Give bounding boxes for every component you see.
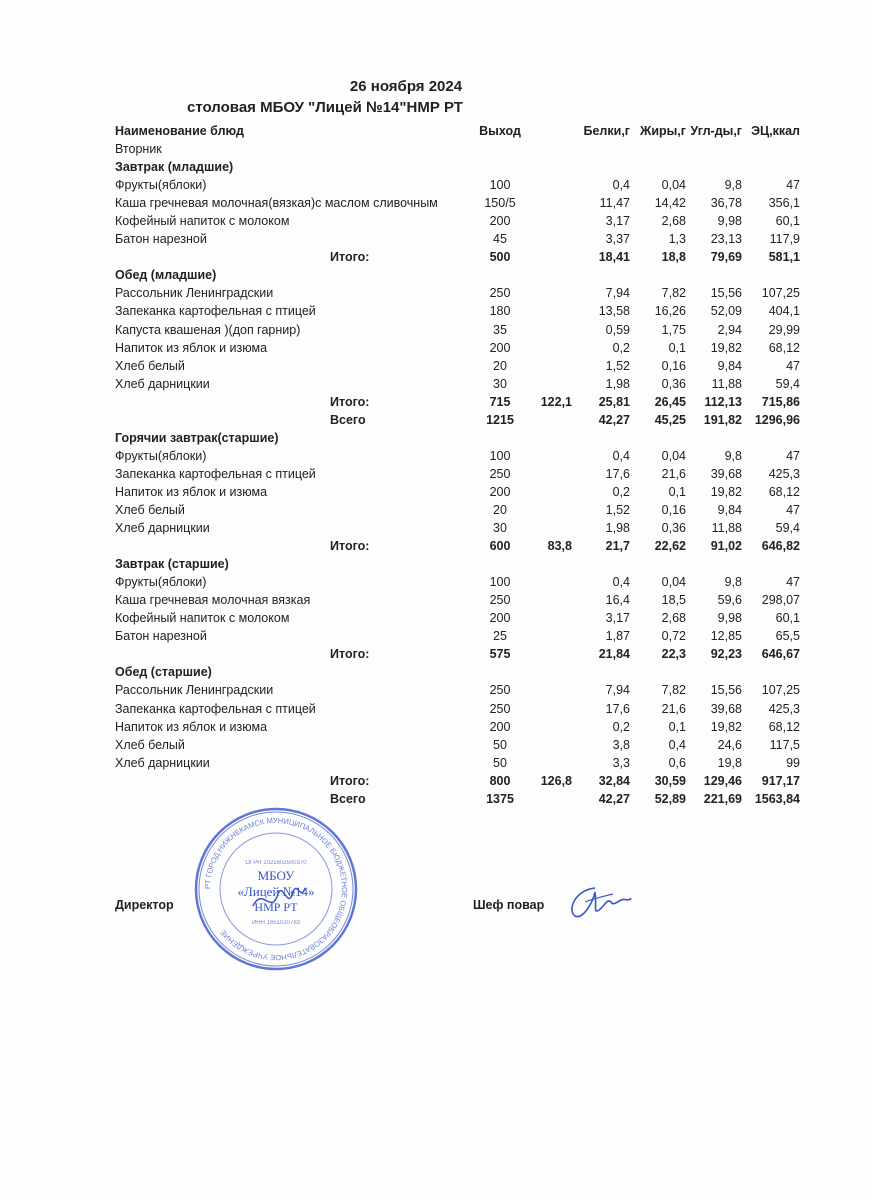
- table-row: [0, 447, 872, 465]
- energy-value: 47: [786, 575, 800, 590]
- output-value: 30: [493, 376, 507, 391]
- output-value: 200: [489, 611, 511, 626]
- output-value: 100: [489, 448, 511, 463]
- fat-value: 0,1: [668, 719, 686, 734]
- output-value: 250: [489, 286, 511, 301]
- fat-value: 2,68: [661, 214, 686, 229]
- protein-value: 1,98: [605, 521, 630, 536]
- output-value: 50: [493, 755, 507, 770]
- energy-value: 68,12: [768, 719, 800, 734]
- carbs-value: 9,98: [717, 214, 742, 229]
- section-header: [0, 555, 872, 573]
- energy-value: 1563,84: [754, 791, 800, 806]
- fat-value: 21,6: [661, 701, 686, 716]
- table-row: [0, 627, 872, 645]
- column-header-fat: Жиры,г: [640, 124, 686, 138]
- output-value: 100: [489, 178, 511, 193]
- energy-value: 646,82: [761, 539, 800, 554]
- total-row: [0, 411, 872, 429]
- table-row: [0, 284, 872, 302]
- energy-value: 581,1: [768, 250, 800, 265]
- carbs-value: 19,8: [717, 755, 742, 770]
- table-row: [0, 519, 872, 537]
- energy-value: 99: [786, 755, 800, 770]
- protein-value: 1,52: [605, 502, 630, 517]
- total-row: [0, 790, 872, 808]
- carbs-value: 15,56: [710, 286, 742, 301]
- stamp-line2: «Лицей №14»: [237, 884, 315, 899]
- energy-value: 65,5: [775, 629, 800, 644]
- dish-name: Хлеб белый: [115, 502, 185, 517]
- stamp-inn: ИНН 1651010783: [251, 920, 301, 926]
- output-value: 20: [493, 502, 507, 517]
- fat-value: 18,8: [661, 250, 686, 265]
- energy-value: 117,5: [769, 737, 800, 752]
- total-label: Итого:: [330, 773, 370, 788]
- total-row: [0, 537, 872, 555]
- fat-value: 0,1: [668, 340, 686, 355]
- protein-value: 0,2: [612, 484, 630, 499]
- energy-value: 1296,96: [754, 412, 800, 427]
- fat-value: 30,59: [654, 773, 686, 788]
- protein-value: 18,41: [598, 250, 630, 265]
- fat-value: 26,45: [654, 394, 686, 409]
- carbs-value: 9,98: [717, 611, 742, 626]
- output-value: 25: [493, 629, 507, 644]
- dish-name: Кофейный напиток с молоком: [115, 214, 290, 229]
- fat-value: 1,75: [661, 322, 686, 337]
- energy-value: 646,67: [761, 647, 800, 662]
- table-row: [0, 465, 872, 483]
- carbs-value: 191,82: [703, 412, 742, 427]
- fat-value: 2,68: [661, 611, 686, 626]
- table-row: [0, 681, 872, 699]
- carbs-value: 221,69: [703, 791, 742, 806]
- carbs-value: 9,84: [717, 502, 742, 517]
- protein-value: 0,2: [612, 719, 630, 734]
- carbs-value: 11,88: [711, 521, 742, 536]
- protein-value: 17,6: [605, 466, 630, 481]
- protein-value: 1,52: [605, 358, 630, 373]
- protein-value: 1,98: [605, 376, 630, 391]
- dish-name: Хлеб дарницкии: [115, 376, 210, 391]
- carbs-value: 79,69: [710, 250, 742, 265]
- carbs-value: 112,13: [704, 394, 742, 409]
- protein-value: 1,87: [605, 629, 630, 644]
- energy-value: 59,4: [775, 521, 800, 536]
- dish-name: Хлеб дарницкии: [115, 755, 210, 770]
- section-header: [0, 663, 872, 681]
- menu-table: [0, 122, 872, 808]
- fat-value: 52,89: [654, 791, 686, 806]
- protein-value: 7,94: [605, 286, 630, 301]
- fat-value: 7,82: [661, 286, 686, 301]
- energy-value: 117,9: [769, 232, 800, 247]
- section-header: [0, 429, 872, 447]
- dish-name: Напиток из яблок и изюма: [115, 719, 268, 734]
- energy-value: 425,3: [768, 701, 800, 716]
- dish-name: Запеканка картофельная с птицей: [115, 304, 316, 319]
- energy-value: 47: [786, 358, 800, 373]
- fat-value: 0,04: [661, 448, 686, 463]
- table-row: [0, 339, 872, 357]
- protein-value: 42,27: [598, 412, 630, 427]
- fat-value: 45,25: [654, 412, 686, 427]
- fat-value: 0,16: [661, 502, 686, 517]
- carbs-value: 9,8: [724, 575, 742, 590]
- output-value: 35: [493, 322, 507, 337]
- dish-name: Фрукты(яблоки): [115, 178, 207, 193]
- output-value: 1215: [486, 412, 514, 427]
- fat-value: 0,6: [668, 755, 686, 770]
- total-label: Всего: [330, 412, 366, 427]
- output-value: 200: [489, 719, 511, 734]
- energy-value: 60,1: [775, 214, 800, 229]
- fat-value: 18,5: [661, 593, 686, 608]
- column-header-carbs: Угл-ды,г: [690, 124, 742, 138]
- table-row: [0, 700, 872, 718]
- dish-name: Каша гречневая молочная(вязкая)с маслом сливочным: [115, 196, 438, 211]
- carbs-value: 36,78: [710, 196, 742, 211]
- carbs-value: 39,68: [710, 466, 742, 481]
- total-label: Итого:: [330, 647, 370, 662]
- energy-value: 47: [786, 502, 800, 517]
- table-row: [0, 718, 872, 736]
- output-value: 1375: [486, 791, 514, 806]
- protein-value: 3,17: [605, 214, 630, 229]
- protein-value: 21,84: [598, 647, 630, 662]
- section-header: [0, 266, 872, 284]
- dish-name: Напиток из яблок и изюма: [115, 484, 268, 499]
- protein-value: 25,81: [598, 394, 630, 409]
- carbs-value: 2,94: [717, 322, 742, 337]
- energy-value: 107,25: [761, 683, 800, 698]
- fat-value: 7,82: [661, 683, 686, 698]
- table-row: [0, 176, 872, 194]
- total-row: [0, 645, 872, 663]
- energy-value: 60,1: [775, 611, 800, 626]
- dish-name: Горячии завтрак(старшие): [115, 430, 279, 445]
- energy-value: 298,07: [761, 593, 800, 608]
- output-value: 600: [489, 539, 511, 554]
- output-value: 100: [489, 575, 511, 590]
- dish-name: Хлеб белый: [115, 737, 185, 752]
- extra-value: 122,1: [540, 394, 572, 409]
- fat-value: 21,6: [661, 466, 686, 481]
- total-row: [0, 248, 872, 266]
- carbs-value: 23,13: [710, 232, 742, 247]
- output-value: 200: [489, 484, 511, 499]
- carbs-value: 9,8: [724, 448, 742, 463]
- energy-value: 107,25: [761, 286, 800, 301]
- output-value: 250: [489, 683, 511, 698]
- protein-value: 13,58: [598, 304, 630, 319]
- carbs-value: 24,6: [717, 737, 742, 752]
- table-row: [0, 501, 872, 519]
- protein-value: 0,4: [612, 575, 630, 590]
- protein-value: 16,4: [605, 593, 630, 608]
- protein-value: 3,17: [605, 611, 630, 626]
- extra-value: 83,8: [547, 539, 572, 554]
- stamp-ring-text: РТ ГОРОД НИЖНЕКАМСК МУНИЦИПАЛЬНОЕ БЮДЖЕТНОЕ ОБЩЕОБРАЗОВАТЕЛЬНОЕ УЧРЕЖДЕНИЕ: [202, 815, 350, 963]
- output-value: 250: [489, 593, 511, 608]
- dish-name: Батон нарезной: [115, 629, 207, 644]
- chef-signature: [565, 880, 635, 925]
- output-value: 575: [489, 647, 511, 662]
- protein-value: 0,59: [605, 322, 630, 337]
- dish-name: Каша гречневая молочная вязкая: [115, 593, 311, 608]
- energy-value: 68,12: [768, 484, 800, 499]
- protein-value: 32,84: [598, 773, 630, 788]
- dish-name: Фрукты(яблоки): [115, 448, 207, 463]
- fat-value: 16,26: [654, 304, 686, 319]
- dish-name: Запеканка картофельная с птицей: [115, 701, 316, 716]
- fat-value: 0,72: [661, 629, 686, 644]
- energy-value: 404,1: [768, 304, 800, 319]
- energy-value: 59,4: [775, 376, 800, 391]
- carbs-value: 11,88: [711, 376, 742, 391]
- dish-name: Обед (старшие): [115, 665, 212, 680]
- output-value: 20: [493, 358, 507, 373]
- total-row: [0, 393, 872, 411]
- total-label: Итого:: [330, 539, 370, 554]
- output-value: 180: [489, 304, 511, 319]
- carbs-value: 92,23: [710, 647, 742, 662]
- dish-name: Напиток из яблок и изюма: [115, 340, 268, 355]
- extra-value: 126,8: [540, 773, 572, 788]
- fat-value: 0,36: [661, 521, 686, 536]
- table-row: [0, 194, 872, 212]
- table-row: [0, 302, 872, 320]
- carbs-value: 9,8: [724, 178, 742, 193]
- total-label: Итого:: [330, 250, 370, 265]
- chef-label: Шеф повар: [473, 898, 545, 912]
- output-value: 200: [489, 340, 511, 355]
- output-value: 30: [493, 521, 507, 536]
- carbs-value: 12,85: [710, 629, 742, 644]
- carbs-value: 19,82: [710, 484, 742, 499]
- dish-name: Кофейный напиток с молоком: [115, 611, 290, 626]
- dish-name: Запеканка картофельная с птицей: [115, 466, 316, 481]
- dish-name: Хлеб белый: [115, 358, 185, 373]
- day-row: [0, 140, 872, 158]
- protein-value: 7,94: [605, 683, 630, 698]
- carbs-value: 9,84: [717, 358, 742, 373]
- output-value: 45: [493, 232, 507, 247]
- output-value: 150/5: [484, 196, 516, 211]
- protein-value: 21,7: [605, 539, 630, 554]
- carbs-value: 91,02: [710, 539, 742, 554]
- total-label: Итого:: [330, 394, 370, 409]
- energy-value: 47: [786, 178, 800, 193]
- total-row: [0, 772, 872, 790]
- energy-value: 68,12: [768, 340, 800, 355]
- table-row: [0, 483, 872, 501]
- stamp-line3: НМР РТ: [254, 900, 298, 914]
- dish-name: Батон нарезной: [115, 232, 207, 247]
- dish-name: Обед (младшие): [115, 268, 217, 283]
- total-label: Всего: [330, 791, 366, 806]
- director-label: Директор: [115, 898, 174, 912]
- section-header: [0, 158, 872, 176]
- fat-value: 0,4: [668, 737, 686, 752]
- protein-value: 0,2: [612, 340, 630, 355]
- carbs-value: 129,46: [703, 773, 742, 788]
- column-header-protein: Белки,г: [583, 124, 630, 138]
- energy-value: 47: [786, 448, 800, 463]
- table-row: [0, 212, 872, 230]
- table-row: [0, 609, 872, 627]
- table-row: [0, 357, 872, 375]
- carbs-value: 19,82: [710, 719, 742, 734]
- output-value: 250: [489, 466, 511, 481]
- protein-value: 3,37: [605, 232, 630, 247]
- carbs-value: 59,6: [717, 593, 742, 608]
- energy-value: 356,1: [768, 196, 800, 211]
- output-value: 200: [489, 214, 511, 229]
- output-value: 500: [489, 250, 511, 265]
- fat-value: 0,04: [661, 178, 686, 193]
- table-row: [0, 375, 872, 393]
- dish-name: Хлеб дарницкии: [115, 521, 210, 536]
- column-header-output: Выход: [479, 124, 521, 138]
- table-row: [0, 736, 872, 754]
- table-row: [0, 754, 872, 772]
- protein-value: 17,6: [605, 701, 630, 716]
- table-row: [0, 573, 872, 591]
- table-row: [0, 230, 872, 248]
- stamp-line1: МБОУ: [257, 868, 295, 883]
- document-subtitle: столовая МБОУ "Лицей №14"НМР РТ: [187, 99, 463, 116]
- table-row: [0, 321, 872, 339]
- dish-name: Фрукты(яблоки): [115, 575, 207, 590]
- column-header-name: Наименование блюд: [115, 124, 244, 138]
- carbs-value: 39,68: [710, 701, 742, 716]
- protein-value: 3,3: [612, 755, 630, 770]
- protein-value: 0,4: [612, 178, 630, 193]
- output-value: 715: [489, 394, 511, 409]
- dish-name: Рассольник Ленинградскии: [115, 683, 274, 698]
- protein-value: 3,8: [612, 737, 630, 752]
- protein-value: 0,4: [612, 448, 630, 463]
- column-header-energy: ЭЦ,ккал: [751, 124, 800, 138]
- protein-value: 11,47: [599, 196, 630, 211]
- fat-value: 0,04: [661, 575, 686, 590]
- fat-value: 0,16: [661, 358, 686, 373]
- carbs-value: 52,09: [710, 304, 742, 319]
- output-value: 250: [489, 701, 511, 716]
- energy-value: 29,99: [768, 322, 800, 337]
- table-row: [0, 591, 872, 609]
- table-header: [0, 122, 872, 140]
- day-label: Вторник: [115, 142, 162, 157]
- protein-value: 42,27: [598, 791, 630, 806]
- carbs-value: 19,82: [710, 340, 742, 355]
- fat-value: 14,42: [654, 196, 686, 211]
- fat-value: 0,36: [661, 376, 686, 391]
- energy-value: 715,86: [761, 394, 800, 409]
- output-value: 800: [489, 773, 511, 788]
- dish-name: Завтрак (старшие): [115, 557, 229, 572]
- fat-value: 22,3: [661, 647, 686, 662]
- stamp-seal: [193, 806, 359, 972]
- carbs-value: 15,56: [710, 683, 742, 698]
- dish-name: Завтрак (младшие): [115, 160, 234, 175]
- fat-value: 22,62: [654, 539, 686, 554]
- output-value: 50: [493, 737, 507, 752]
- document-date: 26 ноября 2024: [349, 78, 463, 95]
- energy-value: 425,3: [768, 466, 800, 481]
- dish-name: Капуста квашеная )(доп гарнир): [115, 322, 301, 337]
- stamp-ogrn: ОГРН 1021602500370: [245, 860, 307, 866]
- fat-value: 1,3: [668, 232, 686, 247]
- dish-name: Рассольник Ленинградскии: [115, 286, 274, 301]
- energy-value: 917,17: [761, 773, 800, 788]
- fat-value: 0,1: [668, 484, 686, 499]
